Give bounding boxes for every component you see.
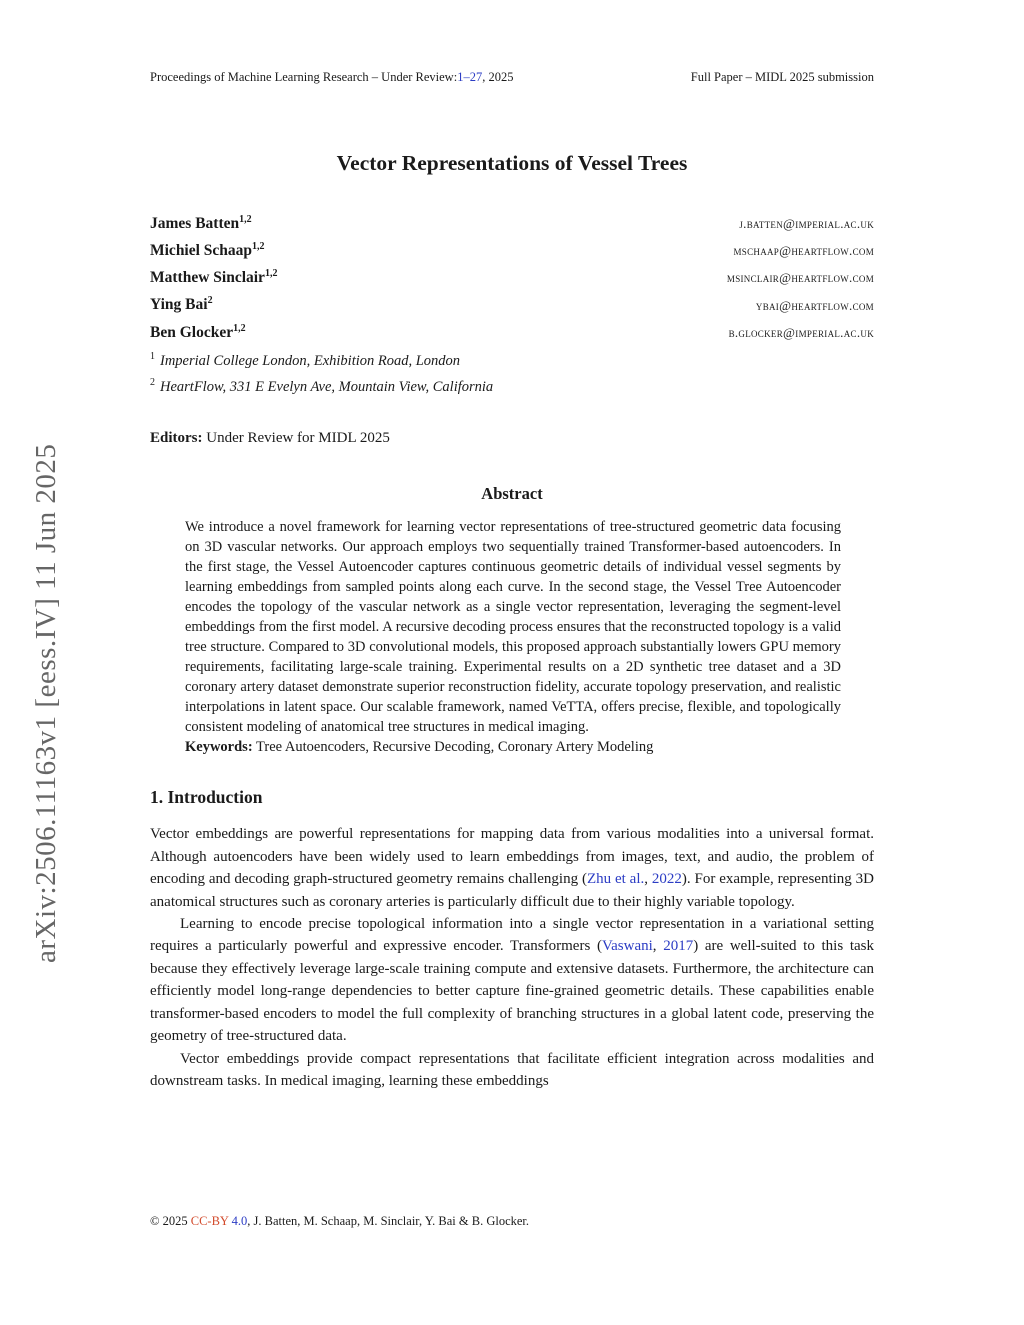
abstract-body: We introduce a novel framework for learning vector representations of tree-structured geometric data focusing on 3D vascular networks. Our approach employs two sequentially trained Transformer-based autoencoders. In the first stage, the Vessel Autoencoder captures continuous geometric details of individual vessel segments by learning embeddings from sampled points along each curve. In the second stage, the Vessel Tree Autoencoder encodes the topology of the vascular network as a single vector representation, leveraging the segment-level embeddings from the first model. A recursive decoding process ensures that the reconstructed topology is a valid tree structure. Compared to 3D convolutional models, this proposed approach substantially lowers GPU memory requirements, facilitating large-scale training. Experimental results on a 2D synthetic tree dataset and a 3D coronary artery dataset demonstrate superior reconstruction fidelity, accurate topology preservation, and realistic interpolations in latent space. Our scalable framework, named VeTTA, offers precise, flexible, and topologically consistent modeling of anatomical tree structures in medical imaging.	[185, 519, 841, 736]
intro-paragraph-2	[150, 913, 874, 1047]
text-run: © 2025	[150, 1214, 191, 1228]
editors-text: Under Review for MIDL 2025	[202, 430, 390, 447]
page-footer	[150, 1213, 874, 1230]
text-run: , 2025	[482, 70, 514, 84]
author-email[interactable]: b.glocker@imperial.ac.uk	[728, 324, 874, 340]
author-name	[150, 235, 265, 262]
ccby-license-link[interactable]: CC-BY	[190, 1214, 229, 1228]
citation-vaswani-year[interactable]: 2017	[663, 938, 694, 955]
author-name	[150, 317, 246, 344]
author-affiliation-sup: 1,2	[264, 268, 278, 280]
journal-line	[150, 69, 513, 85]
author-name-text: James Batten	[150, 215, 240, 233]
affiliation-line	[150, 372, 874, 398]
author-email[interactable]: mschaap@heartflow.com	[733, 243, 874, 259]
author-affiliation-sup: 2	[207, 295, 213, 307]
intro-paragraph-3: Vector embeddings provide compact representations that facilitate efficient integration across modalities and downstream tasks. In medical imaging, learning these embeddings	[150, 1050, 874, 1089]
pages-link[interactable]: 1–27	[457, 70, 483, 84]
author-row	[150, 208, 874, 235]
text-run: Proceedings of Machine Learning Research – Under Review:	[150, 70, 458, 84]
keywords-line	[185, 737, 841, 757]
affiliation-sup: 2	[150, 376, 155, 388]
author-name-text: Ben Glocker	[150, 323, 234, 341]
text-run: ). For example, representing 3D anatomical structures such as coronary arteries is particularly difficult due to their highly variable topology.	[150, 871, 874, 910]
author-affiliation-sup: 1,2	[233, 322, 246, 334]
citation-zhu[interactable]: Zhu et al.	[586, 871, 645, 888]
abstract-heading: Abstract	[481, 484, 543, 504]
author-affiliation-sup: 1,2	[239, 214, 252, 225]
text-run: Vector embeddings are powerful representations for mapping data from various modalities into a universal format. Although autoencoders have been widely used to learn embeddings from images, text, and audio, the problem of encoding and decoding graph-structured geometry remains challenging (	[150, 826, 874, 888]
author-row	[150, 235, 874, 262]
editors-label: Editors:	[150, 430, 203, 447]
paper-body	[150, 130, 874, 1092]
author-name-text: Matthew Sinclair	[150, 269, 265, 287]
citation-zhu-year[interactable]: 2022	[651, 871, 682, 888]
author-name-text: Ying Bai	[150, 296, 208, 314]
affiliation-text: HeartFlow, 331 E Evelyn Ave, Mountain View, California	[160, 378, 494, 395]
author-name-text: Michiel Schaap	[150, 242, 253, 260]
author-row	[150, 317, 874, 344]
copyright-line	[150, 1213, 874, 1230]
submission-line: Full Paper – MIDL 2025 submission	[690, 70, 874, 84]
affiliation-text: Imperial College London, Exhibition Road, London	[160, 352, 461, 369]
text-run: ) are well-suited to this task because they effectively leverage large-scale training compute and extensive datasets. Furthermore, the architecture can efficiently model long-range dependencies to better capture fine-grained geometric details. These capabilities enable transformer-based encoders to model the full complexity of branching structures in a global latent code, preserving the geometry of tree-structured data.	[150, 938, 874, 1045]
author-row	[150, 289, 874, 316]
affiliations-block	[150, 346, 874, 398]
running-header	[150, 69, 874, 85]
author-name	[150, 262, 277, 289]
license-version-link[interactable]: 4.0	[231, 1214, 248, 1228]
author-name	[150, 208, 252, 235]
keywords-text: Tree Autoencoders, Recursive Decoding, Coronary Artery Modeling	[252, 739, 654, 756]
arxiv-watermark: arXiv:2506.11163v1 [eess.IV] 11 Jun 2025	[30, 443, 62, 963]
affiliation-sup: 1	[150, 350, 155, 362]
paper-title: Vector Representations of Vessel Trees	[336, 151, 688, 175]
editors-line	[150, 427, 874, 449]
text-run: Learning to encode precise topological information into a single vector representation in a variational setting requires a particularly powerful and expressive encoder. Transformers (	[150, 916, 874, 955]
text-run: , J. Batten, M. Schaap, M. Sinclair, Y. Bai & B. Glocker.	[247, 1214, 530, 1228]
section-heading-introduction: 1. Introduction	[150, 787, 263, 808]
citation-vaswani[interactable]: Vaswani	[601, 938, 653, 955]
text-run: ,	[652, 938, 664, 955]
intro-paragraph-1	[150, 823, 874, 913]
author-affiliation-sup: 1,2	[252, 241, 265, 253]
author-email[interactable]: ybai@heartflow.com	[755, 297, 874, 313]
author-email[interactable]: j.batten@imperial.ac.uk	[739, 216, 874, 232]
author-email[interactable]: msinclair@heartflow.com	[726, 270, 874, 286]
authors-block	[150, 208, 874, 344]
keywords-label: Keywords:	[185, 739, 253, 756]
text-run: ,	[644, 871, 652, 888]
affiliation-line	[150, 346, 874, 372]
author-name	[150, 289, 213, 316]
author-row	[150, 262, 874, 289]
